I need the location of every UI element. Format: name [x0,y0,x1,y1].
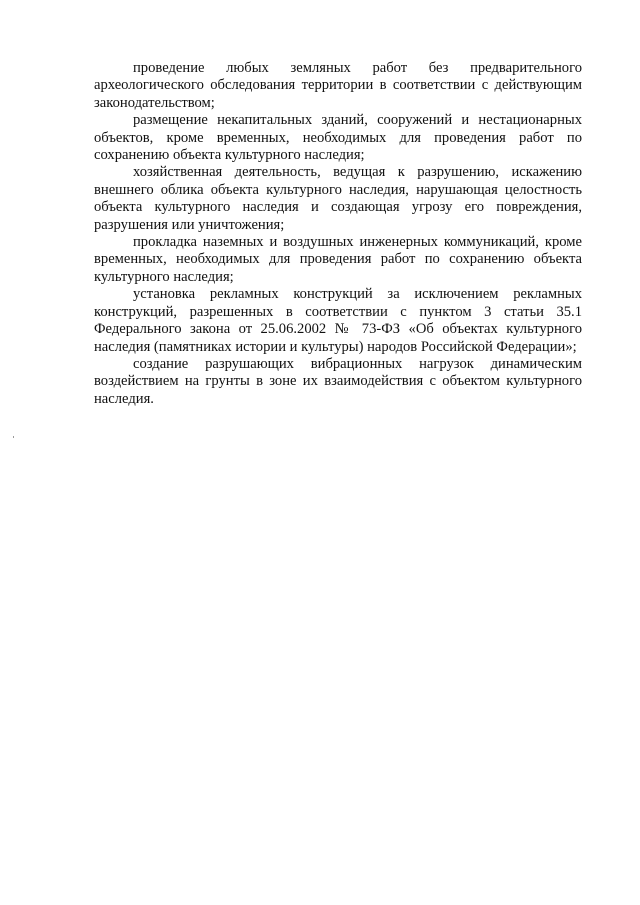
scan-margin-mark [13,436,14,438]
paragraph-vibration-loads: создание разрушающих вибрационных нагрузок динамическим воздействием на грунты в зоне их взаимодействия с объектом культурного наследия. [94,355,582,407]
paragraph-earthworks: проведение любых земляных работ без предварительного археологического обследования территории в соответствии с действующим законодательством; [94,60,582,111]
paragraph-utility-lines: прокладка наземных и воздушных инженерных коммуникаций, кроме временных, необходимых для проведения работ по сохранению объекта культурного наследия; [94,234,582,285]
paragraph-economic-activity: хозяйственная деятельность, ведущая к разрушению, искажению внешнего облика объекта культурного наследия, нарушающая целостность объекта культурного наследия и создающая угрозу его повреждения, разрушения или уничтожения; [94,164,582,233]
paragraph-advertising-structures: установка рекламных конструкций за исключением рекламных конструкций, разрешенных в соответствии с пунктом 3 статьи 35.1 Федерального закона от 25.06.2002 № 73-ФЗ «Об объектах культурного наследия (памятниках истории и культуры) народов Российской Федерации»; [94,286,582,355]
document-body [94,60,582,408]
paragraph-non-capital-structures: размещение некапитальных зданий, сооружений и нестационарных объектов, кроме временных, необходимых для проведения работ по сохранению объекта культурного наследия; [94,112,582,164]
